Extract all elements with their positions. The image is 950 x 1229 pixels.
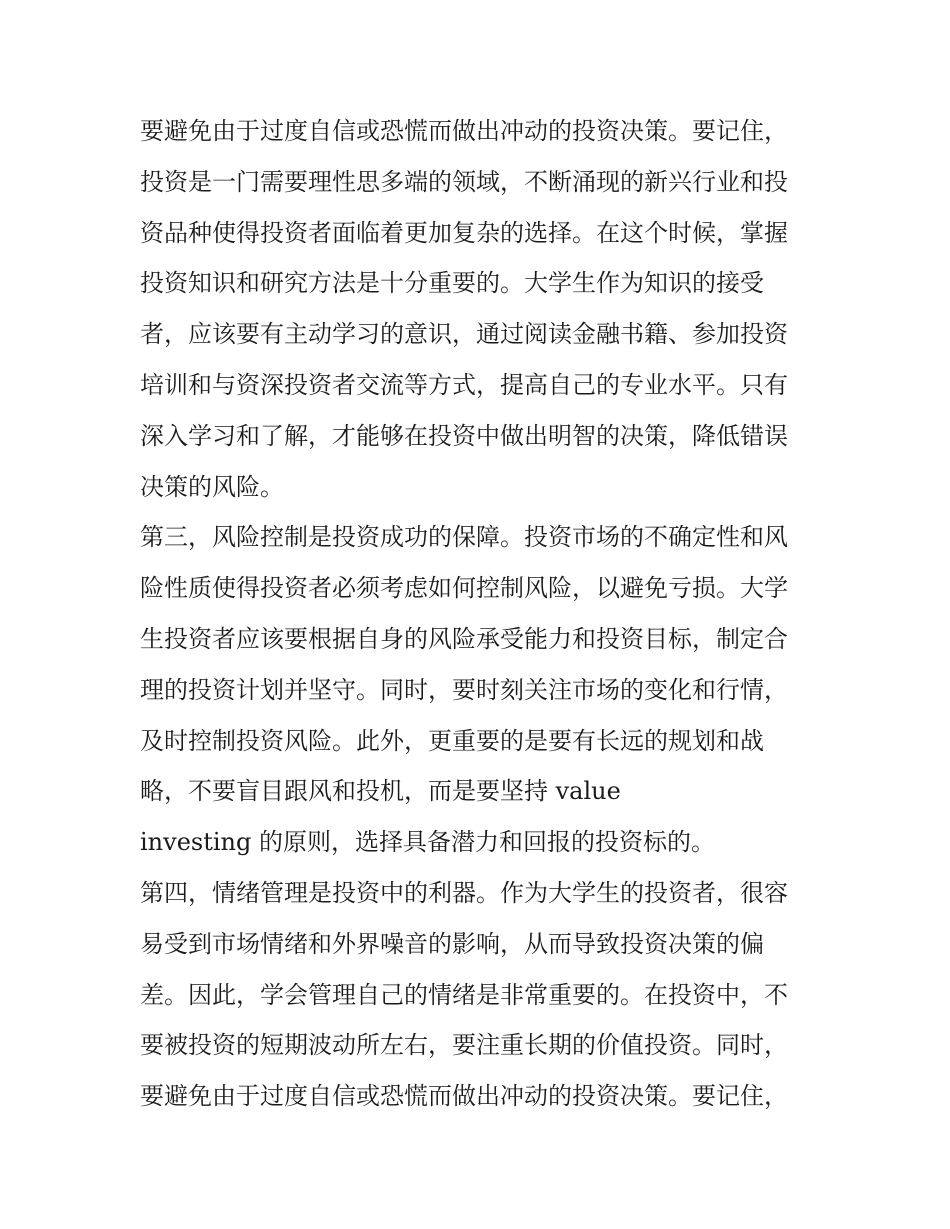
- text-line: 第四，情绪管理是投资中的利器。作为大学生的投资者，很容: [140, 878, 788, 907]
- text-line: 资品种使得投资者面临着更加复杂的选择。在这个时候，掌握: [140, 218, 788, 247]
- text-line: 易受到市场情绪和外界噪音的影响，从而导致投资决策的偏: [140, 929, 764, 958]
- text-line: 第三，风险控制是投资成功的保障。投资市场的不确定性和风: [140, 523, 788, 552]
- text-line: 险性质使得投资者必须考虑如何控制风险，以避免亏损。大学: [140, 574, 788, 603]
- text-line: 者，应该要有主动学习的意识，通过阅读金融书籍、参加投资: [140, 320, 788, 349]
- text-line: 深入学习和了解，才能够在投资中做出明智的决策，降低错误: [140, 421, 788, 450]
- text-line: 要避免由于过度自信或恐慌而做出冲动的投资决策。要记住，: [140, 117, 788, 145]
- text-line: 投资知识和研究方法是十分重要的。大学生作为知识的接受: [140, 269, 764, 298]
- text-line: 要避免由于过度自信或恐慌而做出冲动的投资决策。要记住，: [140, 1082, 788, 1111]
- text-line: 生投资者应该要根据自身的风险承受能力和投资目标，制定合: [140, 624, 788, 653]
- text-line: 要被投资的短期波动所左右，要注重长期的价值投资。同时，: [140, 1031, 788, 1060]
- text-line: 及时控制投资风险。此外，更重要的是要有长远的规划和战: [140, 726, 764, 755]
- text-line: 决策的风险。: [140, 472, 284, 501]
- text-line: 培训和与资深投资者交流等方式，提高自己的专业水平。只有: [140, 370, 788, 399]
- text-line: 差。因此，学会管理自己的情绪是非常重要的。在投资中，不: [140, 980, 788, 1009]
- text-line: 理的投资计划并坚守。同时，要时刻关注市场的变化和行情，: [140, 675, 788, 704]
- text-line: 投资是一门需要理性思多端的领域，不断涌现的新兴行业和投: [140, 167, 788, 196]
- text-line: investing 的原则，选择具备潜力和回报的投资标的。: [140, 828, 715, 857]
- body-text: [140, 106, 815, 1122]
- text-line: 略，不要盲目跟风和投机，而是要坚持 value: [140, 777, 621, 806]
